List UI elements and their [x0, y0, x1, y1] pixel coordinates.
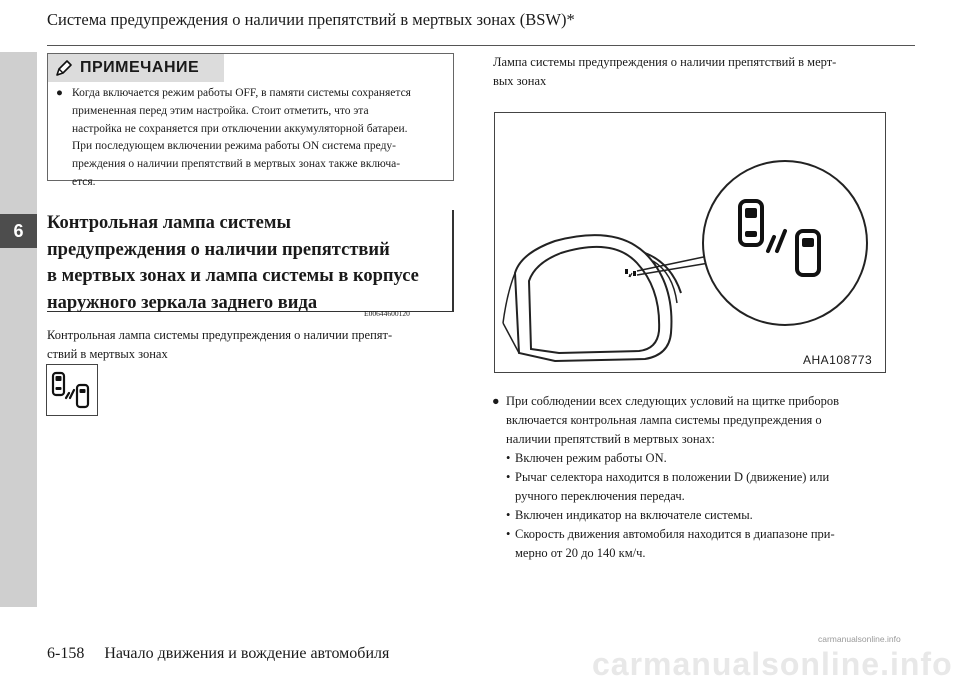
condition-line: Включен режим работы ON.	[515, 451, 667, 465]
conditions-line: При соблюдении всех следующих условий на щитке приборов	[506, 394, 839, 408]
footer-chapter-title: Начало движения и вождение автомобиля	[104, 645, 390, 662]
note-header	[48, 54, 224, 82]
condition-item	[492, 468, 887, 506]
header-divider	[47, 45, 915, 46]
note-line: ется.	[72, 175, 96, 188]
sub-bullet: •	[506, 508, 511, 522]
condition-item	[492, 525, 887, 563]
chapter-tab[interactable]	[0, 214, 37, 248]
note-box	[47, 53, 454, 188]
page-header-title: Система предупреждения о наличии препятствий в мертвых зонах (BSW)*	[47, 10, 575, 29]
section-title-line: предупреждения о наличии препятствий	[47, 239, 390, 260]
paragraph-line: ствий в мертвых зонах	[47, 347, 168, 361]
condition-line: мерно от 20 до 140 км/ч.	[515, 546, 646, 560]
conditions-line: включается контрольная лампа системы предупреждения о	[506, 413, 822, 427]
sub-bullet: •	[506, 527, 511, 541]
conditions-intro	[506, 392, 839, 449]
footer-brand-logo[interactable]: carmanualsonline.info	[592, 646, 953, 682]
section-code: E00644600120	[364, 309, 410, 318]
condition-item	[492, 449, 887, 468]
chapter-sidebar	[0, 52, 37, 607]
note-line: настройка не сохраняется при отключении аккумуляторной батареи.	[72, 122, 408, 135]
left-paragraph	[47, 326, 453, 364]
note-bullet	[56, 85, 448, 192]
paragraph-line: Контрольная лампа системы предупреждения о наличии препят-	[47, 328, 393, 342]
watermark-text: carmanualsonline.info	[818, 634, 901, 644]
bullet-dot: ●	[56, 87, 63, 99]
conditions-list	[492, 392, 887, 563]
sub-bullet: •	[506, 470, 511, 484]
pencil-icon	[54, 58, 74, 78]
side-mirror-bsw-icon	[495, 113, 885, 372]
note-line: При последующем включении режима работы ON система преду-	[72, 140, 397, 153]
bsw-indicator-lamp	[46, 364, 98, 416]
right-intro	[493, 53, 885, 91]
conditions-line: наличии препятствий в мертвых зонах:	[506, 432, 715, 446]
condition-item	[492, 506, 887, 525]
bullet-dot: ●	[492, 394, 500, 408]
note-line: Когда включается режим работы OFF, в памяти системы сохраняется	[72, 87, 411, 99]
conditions-bullet	[492, 392, 887, 449]
note-body	[56, 85, 448, 192]
page-number: 6-158	[47, 645, 85, 662]
page-footer	[47, 645, 389, 663]
section-title	[47, 210, 419, 316]
note-text	[72, 85, 411, 192]
sub-bullet: •	[506, 451, 511, 465]
condition-line: ручного переключения передач.	[515, 489, 685, 503]
section-title-line: в мертвых зонах и лампа системы в корпусе	[47, 266, 419, 286]
intro-line: Лампа системы предупреждения о наличии препятствий в мерт-	[493, 55, 837, 69]
section-title-line: Контрольная лампа системы	[47, 213, 291, 233]
section-heading-box	[47, 210, 454, 312]
note-line: преждения о наличии препятствий в мертвых зонах также включа-	[72, 158, 401, 171]
note-line: примененная перед этим настройка. Стоит отметить, что эта	[72, 104, 369, 117]
illustration-code: AHA108773	[803, 353, 873, 367]
condition-line: Скорость движения автомобиля находится в диапазоне при-	[515, 527, 835, 541]
mirror-illustration	[494, 112, 886, 373]
bsw-lamp-icon	[47, 365, 97, 415]
condition-line: Включен индикатор на включателе системы.	[515, 508, 753, 522]
note-title: ПРИМЕЧАНИЕ	[80, 59, 200, 76]
intro-line: вых зонах	[493, 74, 547, 88]
chapter-number: 6	[13, 220, 24, 241]
condition-line: Рычаг селектора находится в положении D (движение) или	[515, 470, 830, 484]
section-title-line: наружного зеркала заднего вида	[47, 292, 318, 313]
